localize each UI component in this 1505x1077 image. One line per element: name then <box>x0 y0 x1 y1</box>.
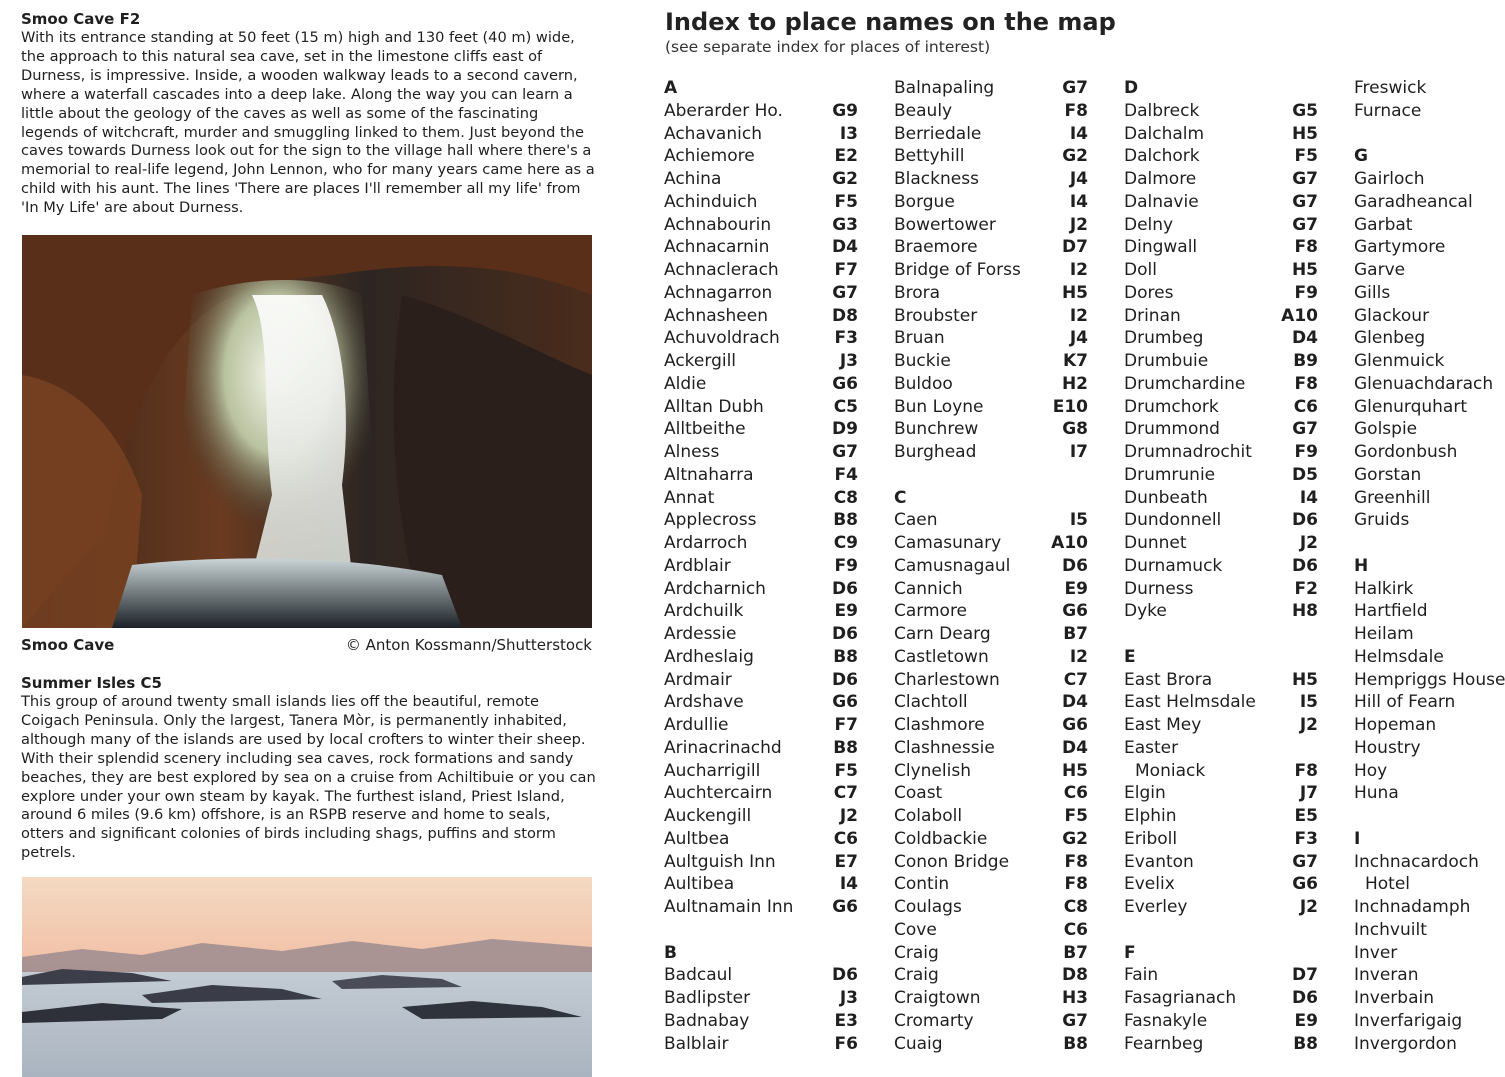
place-name: Helmsdale <box>1354 646 1444 667</box>
grid-reference: I4 <box>1299 487 1318 508</box>
grid-reference: G7 <box>832 282 858 303</box>
place-name: Hartfield <box>1354 601 1428 622</box>
grid-reference: C6 <box>833 828 858 849</box>
grid-reference: F9 <box>1294 282 1318 303</box>
place-name: Inverfarigaig <box>1354 1010 1463 1031</box>
place-name: Drumbeg <box>1124 328 1204 349</box>
place-name: Dalchork <box>1124 146 1200 167</box>
grid-reference: C7 <box>1063 669 1088 690</box>
place-name: Achnasheen <box>664 305 768 326</box>
grid-reference: C8 <box>833 487 858 508</box>
place-name: Fain <box>1124 965 1159 986</box>
place-name: Beauly <box>894 100 953 121</box>
place-name: Gorstan <box>1354 464 1422 485</box>
grid-reference: F8 <box>1064 851 1088 872</box>
place-name: Elphin <box>1124 806 1177 826</box>
place-name: Aldie <box>664 373 707 394</box>
place-name: Durnamuck <box>1124 555 1223 576</box>
place-name: Clachtoll <box>894 692 968 713</box>
caption-title: Smoo Cave <box>21 636 115 654</box>
place-name: Coulags <box>894 897 962 917</box>
grid-reference: J3 <box>839 988 858 1008</box>
grid-reference: G6 <box>1062 715 1088 735</box>
photo-caption <box>21 636 592 656</box>
grid-reference: J4 <box>1069 328 1088 349</box>
place-name: Badcaul <box>664 965 733 986</box>
grid-reference: J2 <box>1299 897 1318 917</box>
grid-reference: I7 <box>1069 442 1088 462</box>
place-name: Bridge of Forss <box>894 260 1021 280</box>
place-name: Dunbeath <box>1124 487 1208 508</box>
grid-reference: D4 <box>1062 737 1088 758</box>
letter-label: C <box>894 487 907 508</box>
summer-isles-heading: Summer Isles C5 <box>21 674 162 692</box>
place-name: Drumchardine <box>1124 373 1246 394</box>
place-name: Bowertower <box>894 214 996 235</box>
grid-reference: G7 <box>1292 169 1318 189</box>
grid-reference: J2 <box>839 806 858 826</box>
place-name: Everley <box>1124 897 1188 917</box>
grid-reference: D6 <box>1292 988 1318 1008</box>
place-name: Glenbeg <box>1354 328 1426 349</box>
place-name: Achuvoldrach <box>664 328 780 349</box>
grid-reference: F3 <box>834 328 858 349</box>
place-name: Balblair <box>664 1033 729 1054</box>
place-name: Inver <box>1354 942 1398 963</box>
smoo-cave-photo <box>22 235 592 628</box>
place-name: Fasagrianach <box>1124 988 1237 1008</box>
grid-reference: C9 <box>833 533 858 553</box>
grid-reference: G7 <box>1062 1010 1088 1031</box>
place-name: Craig <box>894 942 939 963</box>
summer-isles-text: This group of around twenty small islands lies off the beautiful, remote Coigach Peninsula. Only the largest, Tanera Mòr, is permanently inhabited, although many of the islands are used by local crofters to winter their sheep. With their splendid scenery including sea caves, rock formations and sandy beaches, they are best explored by sea on a cruise from Achiltibuie or you can explore under your own steam by kayak. The furthest island, Priest Island, around 6 miles (9.6 km) offshore, is an RSPB reserve and home to seals, otters and significant colonies of birds including shags, puffins and storm petrels. <box>21 693 596 862</box>
place-name: Badlipster <box>664 988 751 1008</box>
place-name: Invergordon <box>1354 1033 1457 1054</box>
letter-label: D <box>1124 78 1139 98</box>
place-name: Gairloch <box>1354 169 1425 189</box>
grid-reference: G5 <box>1292 100 1318 121</box>
place-name: Braemore <box>894 237 978 258</box>
place-name: Easter <box>1124 737 1179 758</box>
place-name: Dalnavie <box>1124 191 1199 212</box>
place-name: Ardheslaig <box>664 646 754 667</box>
grid-reference: I4 <box>1069 191 1088 212</box>
grid-reference: D8 <box>1062 965 1088 986</box>
grid-reference: I2 <box>1069 305 1088 326</box>
place-name: Dyke <box>1124 601 1167 622</box>
place-name: Huna <box>1354 783 1399 804</box>
place-name: Glackour <box>1354 305 1430 326</box>
grid-reference: I3 <box>839 123 858 144</box>
grid-reference: J2 <box>1299 533 1318 553</box>
place-name: Arinacrinachd <box>664 737 782 758</box>
smoo-cave-text: With its entrance standing at 50 feet (15 m) high and 130 feet (40 m) wide, the approach to this natural sea cave, set in the limestone cliffs east of Durness, is impressive. Inside, a wooden walkway leads to a second cavern, where a waterfall cascades into a deep lake. Along the way you can learn a little about the geology of the caves as well as some of the fascinating legends of witchcraft, murder and smuggling linked to them. Just beyond the caves towards Durness look out for the sign to the village hall where there's a memorial to real-life legend, John Lennon, who for many years came here as a child with his aunt. The lines 'There are places I'll remember all my life' from 'In My Life' are about Durness. <box>21 29 595 217</box>
grid-reference: B9 <box>1293 351 1318 371</box>
grid-reference: C8 <box>1063 897 1088 917</box>
summer-isles-section <box>21 674 596 863</box>
place-name: Gartymore <box>1354 237 1446 258</box>
place-name: Garadheancal <box>1354 191 1473 212</box>
place-name: Houstry <box>1354 737 1421 758</box>
place-name: Inveran <box>1354 965 1419 986</box>
place-name: Berriedale <box>894 123 982 144</box>
place-name: Clashmore <box>894 715 985 735</box>
place-name: Cove <box>894 919 937 940</box>
grid-reference: G6 <box>832 373 858 394</box>
place-name: Golspie <box>1354 419 1418 440</box>
grid-reference: G7 <box>832 442 858 462</box>
grid-reference: F3 <box>1294 828 1318 849</box>
smoo-cave-heading: Smoo Cave F2 <box>21 10 141 28</box>
place-name: Clynelish <box>894 760 971 781</box>
grid-reference: C6 <box>1293 396 1318 417</box>
letter-label: H <box>1354 555 1369 576</box>
place-name: Clashnessie <box>894 737 995 758</box>
grid-reference: F5 <box>834 191 858 212</box>
place-name: Gruids <box>1354 510 1410 531</box>
grid-reference: H5 <box>1061 760 1088 781</box>
letter-label: F <box>1124 942 1136 963</box>
grid-reference: G7 <box>1292 419 1318 440</box>
place-name: Contin <box>894 874 950 895</box>
place-name: Achinduich <box>664 191 758 212</box>
place-name: Bunchrew <box>894 419 979 440</box>
place-name: Freswick <box>1354 78 1427 98</box>
grid-reference: J7 <box>1299 783 1318 804</box>
place-name: Garbat <box>1354 214 1413 235</box>
place-name: Cromarty <box>894 1010 974 1031</box>
place-name: Gills <box>1354 282 1391 303</box>
place-name: Durness <box>1124 578 1194 599</box>
grid-reference: D7 <box>1062 237 1088 258</box>
place-name: Inverbain <box>1354 988 1435 1008</box>
place-name: Carn Dearg <box>894 624 991 644</box>
place-name: Cuaig <box>894 1033 943 1054</box>
letter-label: I <box>1354 828 1361 849</box>
grid-reference: D5 <box>1292 464 1318 485</box>
place-name: Balnapaling <box>894 78 995 98</box>
place-name: Alltbeithe <box>664 419 746 440</box>
place-name: Ardchuilk <box>664 601 744 622</box>
grid-reference: I4 <box>1069 123 1088 144</box>
place-name: Gordonbush <box>1354 442 1458 462</box>
place-name: Heilam <box>1354 624 1414 644</box>
place-name: Dalbreck <box>1124 100 1200 121</box>
place-name: Greenhill <box>1354 487 1431 508</box>
grid-reference: I2 <box>1069 260 1088 280</box>
grid-reference: I5 <box>1299 692 1318 713</box>
grid-reference: F9 <box>834 555 858 576</box>
place-name: Dunnet <box>1124 533 1187 553</box>
grid-reference: E5 <box>1294 806 1318 826</box>
grid-reference: A10 <box>1051 533 1088 553</box>
place-name: Dalmore <box>1124 169 1197 189</box>
grid-reference: D7 <box>1292 965 1318 986</box>
place-name: Dores <box>1124 282 1174 303</box>
grid-reference: F5 <box>1294 146 1318 167</box>
place-name: Ardshave <box>664 692 744 713</box>
grid-reference: D6 <box>832 965 858 986</box>
grid-reference: F7 <box>834 715 858 735</box>
place-name: Drumbuie <box>1124 351 1209 371</box>
grid-reference: H5 <box>1291 123 1318 144</box>
place-name: Achiemore <box>664 146 755 167</box>
grid-reference: G6 <box>1292 874 1318 895</box>
place-name: Glenurquhart <box>1354 396 1468 417</box>
place-name: Craig <box>894 965 939 986</box>
place-name: Fasnakyle <box>1124 1010 1208 1031</box>
grid-reference: D9 <box>832 419 858 440</box>
place-name: Charlestown <box>894 669 1000 690</box>
place-name: Buckie <box>894 351 951 371</box>
grid-reference: H8 <box>1291 601 1318 622</box>
place-name: East Mey <box>1124 715 1202 735</box>
left-column <box>21 10 596 218</box>
place-name: Aberarder Ho. <box>664 100 783 121</box>
grid-reference: B8 <box>833 737 858 758</box>
place-name: East Helmsdale <box>1124 692 1256 713</box>
place-name: Hoy <box>1354 760 1388 781</box>
grid-reference: F8 <box>1294 237 1318 258</box>
place-name: Glenuachdarach <box>1354 373 1494 394</box>
place-name: Alness <box>664 442 720 462</box>
grid-reference: D4 <box>832 237 858 258</box>
place-name: Furnace <box>1354 100 1422 121</box>
place-name: Aucharrigill <box>664 760 761 781</box>
place-name: Badnabay <box>664 1010 750 1031</box>
grid-reference: I4 <box>839 874 858 895</box>
place-name: Eriboll <box>1124 828 1178 849</box>
grid-reference: C6 <box>1063 783 1088 804</box>
grid-reference: D8 <box>832 305 858 326</box>
place-name: Drummond <box>1124 419 1220 440</box>
index-subtitle: (see separate index for places of interest) <box>665 38 991 56</box>
place-name: Bun Loyne <box>894 396 984 417</box>
place-name: Fearnbeg <box>1124 1033 1204 1054</box>
grid-reference: K7 <box>1062 351 1088 371</box>
place-name: Hill of Fearn <box>1354 692 1456 713</box>
place-name: Camusnagaul <box>894 555 1011 576</box>
grid-reference: E9 <box>1064 578 1088 599</box>
place-name: Ardullie <box>664 715 729 735</box>
place-name: Aultibea <box>664 874 735 895</box>
grid-reference: G6 <box>832 692 858 713</box>
place-name: Elgin <box>1124 783 1166 804</box>
place-name: Drumnadrochit <box>1124 442 1252 462</box>
grid-reference: F6 <box>834 1033 858 1054</box>
place-name: Ardblair <box>664 555 731 576</box>
grid-reference: D4 <box>1062 692 1088 713</box>
grid-reference: G7 <box>1062 78 1088 98</box>
place-name: Dingwall <box>1124 237 1198 258</box>
grid-reference: E7 <box>834 851 858 872</box>
grid-reference: H5 <box>1291 260 1318 280</box>
place-name: Aultguish Inn <box>664 851 776 872</box>
place-name: Glenmuick <box>1354 351 1445 371</box>
grid-reference: F8 <box>1294 760 1318 781</box>
grid-reference: G6 <box>832 897 858 917</box>
place-name: Achnaclerach <box>664 260 779 280</box>
grid-reference: G8 <box>1062 419 1088 440</box>
place-name: Castletown <box>894 646 989 667</box>
grid-reference: G7 <box>1292 851 1318 872</box>
place-name: Buldoo <box>894 373 953 394</box>
grid-reference: C7 <box>833 783 858 804</box>
place-name: Altnaharra <box>664 464 754 485</box>
photo-credit: © Anton Kossmann/Shutterstock <box>345 636 592 654</box>
place-name: Ardessie <box>664 624 737 644</box>
place-name: East Brora <box>1124 669 1213 690</box>
place-name: Inchnadamph <box>1354 897 1471 917</box>
grid-reference: D6 <box>832 624 858 644</box>
place-name: Bettyhill <box>894 146 965 167</box>
place-name: Evanton <box>1124 851 1194 872</box>
grid-reference: B8 <box>1293 1033 1318 1054</box>
grid-reference: E9 <box>1294 1010 1318 1031</box>
place-name: Cannich <box>894 578 963 599</box>
place-name: Ardarroch <box>664 533 748 553</box>
grid-reference: H5 <box>1061 282 1088 303</box>
place-name: Auckengill <box>664 806 752 826</box>
grid-reference: J2 <box>1069 214 1088 235</box>
place-name: Bruan <box>894 328 945 349</box>
place-name: Auchtercairn <box>664 783 773 804</box>
place-name: Aultbea <box>664 828 730 849</box>
grid-reference: G2 <box>1062 828 1088 849</box>
grid-reference: G6 <box>1062 601 1088 622</box>
place-name: Annat <box>664 487 715 508</box>
place-name: Drumrunie <box>1124 464 1216 485</box>
grid-reference: F9 <box>1294 442 1318 462</box>
grid-reference: J2 <box>1299 715 1318 735</box>
place-name: Ackergill <box>664 351 737 371</box>
place-name: Inchvuilt <box>1354 919 1427 940</box>
grid-reference: D6 <box>1292 555 1318 576</box>
grid-reference: F4 <box>834 464 858 485</box>
place-name: Craigtown <box>894 988 981 1008</box>
grid-reference: G2 <box>1062 146 1088 167</box>
grid-reference: C6 <box>1063 919 1088 940</box>
summer-isles-photo <box>22 877 592 1077</box>
place-name: Achnacarnin <box>664 237 770 258</box>
letter-label: B <box>664 942 677 963</box>
grid-reference: I2 <box>1069 646 1088 667</box>
grid-reference: B8 <box>833 646 858 667</box>
grid-reference: F5 <box>834 760 858 781</box>
grid-reference: A10 <box>1281 305 1318 326</box>
grid-reference: D4 <box>1292 328 1318 349</box>
place-name: Dundonnell <box>1124 510 1222 531</box>
place-name: Alltan Dubh <box>664 396 764 417</box>
place-name: Achnabourin <box>664 214 772 235</box>
grid-reference: B8 <box>1063 1033 1088 1054</box>
place-name: Evelix <box>1124 874 1175 895</box>
place-name: Moniack <box>1135 760 1206 781</box>
place-name: Coldbackie <box>894 828 988 849</box>
grid-reference: F7 <box>834 260 858 280</box>
grid-reference: B7 <box>1063 942 1088 963</box>
grid-reference: F5 <box>1064 806 1088 826</box>
grid-reference: G3 <box>832 214 858 235</box>
letter-label: G <box>1354 146 1368 167</box>
grid-reference: B8 <box>833 510 858 531</box>
grid-reference: J3 <box>839 351 858 371</box>
place-name: Camasunary <box>894 533 1002 553</box>
place-name: Achnagarron <box>664 282 773 303</box>
place-name: Delny <box>1124 214 1174 235</box>
grid-reference: G9 <box>832 100 858 121</box>
place-name: Conon Bridge <box>894 851 1010 872</box>
grid-reference: E10 <box>1052 396 1088 417</box>
place-name: Colaboll <box>894 806 963 826</box>
place-name: Drumchork <box>1124 396 1219 417</box>
place-name: Garve <box>1354 260 1406 280</box>
grid-reference: F8 <box>1294 373 1318 394</box>
grid-reference: F2 <box>1294 578 1318 599</box>
place-name: Brora <box>894 282 941 303</box>
place-name: Caen <box>894 510 938 531</box>
grid-reference: D6 <box>1292 510 1318 531</box>
place-name: Burghead <box>894 442 977 462</box>
grid-reference: D6 <box>1062 555 1088 576</box>
grid-reference: E9 <box>834 601 858 622</box>
grid-reference: H5 <box>1291 669 1318 690</box>
place-name: Hempriggs House <box>1354 669 1505 690</box>
grid-reference: D6 <box>832 669 858 690</box>
place-name: Ardcharnich <box>664 578 766 599</box>
place-name: Ardmair <box>664 669 732 690</box>
place-name: Doll <box>1124 260 1157 280</box>
grid-reference: I5 <box>1069 510 1088 531</box>
grid-reference: G7 <box>1292 214 1318 235</box>
place-name: Inchnacardoch <box>1354 851 1479 872</box>
grid-reference: B7 <box>1063 624 1088 644</box>
place-name: Aultnamain Inn <box>664 897 794 917</box>
letter-label: E <box>1124 646 1136 667</box>
place-name: Broubster <box>894 305 978 326</box>
place-name: Hopeman <box>1354 715 1437 735</box>
grid-reference: G7 <box>1292 191 1318 212</box>
place-name: Borgue <box>894 191 955 212</box>
place-name: Halkirk <box>1354 578 1414 599</box>
grid-reference: H2 <box>1061 373 1088 394</box>
place-name: Achina <box>664 169 722 189</box>
place-name: Dalchalm <box>1124 123 1205 144</box>
grid-reference: F8 <box>1064 100 1088 121</box>
grid-reference: G2 <box>832 169 858 189</box>
place-name: Carmore <box>894 601 968 622</box>
index-title: Index to place names on the map <box>665 8 1116 36</box>
grid-reference: D6 <box>832 578 858 599</box>
grid-reference: E3 <box>834 1010 858 1031</box>
place-name: Hotel <box>1365 874 1411 895</box>
place-name: Applecross <box>664 510 757 531</box>
place-name: Coast <box>894 783 943 804</box>
grid-reference: J4 <box>1069 169 1088 189</box>
grid-reference: F8 <box>1064 874 1088 895</box>
grid-reference: E2 <box>834 146 858 167</box>
place-name: Achavanich <box>664 123 762 144</box>
grid-reference: C5 <box>833 396 858 417</box>
place-name: Drinan <box>1124 305 1181 326</box>
place-name: Blackness <box>894 169 979 189</box>
letter-label: A <box>664 78 678 98</box>
grid-reference: H3 <box>1061 988 1088 1008</box>
